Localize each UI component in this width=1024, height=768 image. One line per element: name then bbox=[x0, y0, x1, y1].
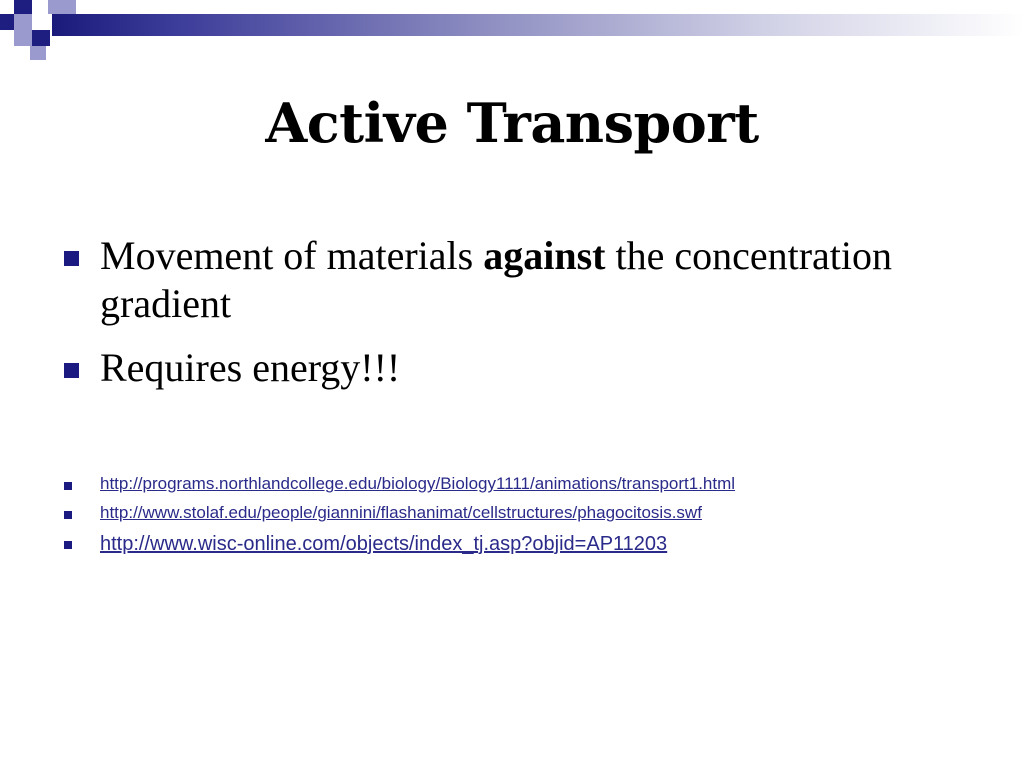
link-wisc-online[interactable]: http://www.wisc-online.com/objects/index_tj.asp?objid=AP11203 bbox=[100, 533, 668, 555]
square-bullet-icon bbox=[64, 541, 72, 549]
bullet-text: Requires energy!!! bbox=[100, 345, 401, 390]
bullet-item bbox=[62, 232, 962, 328]
slide-title: Active Transport bbox=[265, 91, 759, 155]
square-bullet-icon bbox=[64, 482, 72, 490]
square-bullet-icon bbox=[64, 251, 79, 266]
square-bullet-icon bbox=[64, 363, 79, 378]
link-item bbox=[62, 532, 1002, 556]
link-item bbox=[62, 474, 1002, 494]
link-northland-transport[interactable]: http://programs.northlandcollege.edu/biology/Biology1111/animations/transport1.html bbox=[100, 474, 736, 493]
bullet-list bbox=[62, 232, 962, 408]
square-bullet-icon bbox=[64, 511, 72, 519]
link-item bbox=[62, 503, 1002, 523]
bullet-item bbox=[62, 344, 962, 392]
bullet-text: Movement of materials bbox=[100, 233, 484, 278]
bullet-emphasis: against bbox=[483, 233, 606, 278]
bullet-text: the concentration gradient bbox=[100, 233, 893, 326]
link-list bbox=[62, 474, 1002, 556]
header-gradient-bar bbox=[52, 14, 1024, 36]
link-stolaf-phagocytosis[interactable]: http://www.stolaf.edu/people/giannini/flashanimat/cellstructures/phagocitosis.swf bbox=[100, 503, 702, 522]
